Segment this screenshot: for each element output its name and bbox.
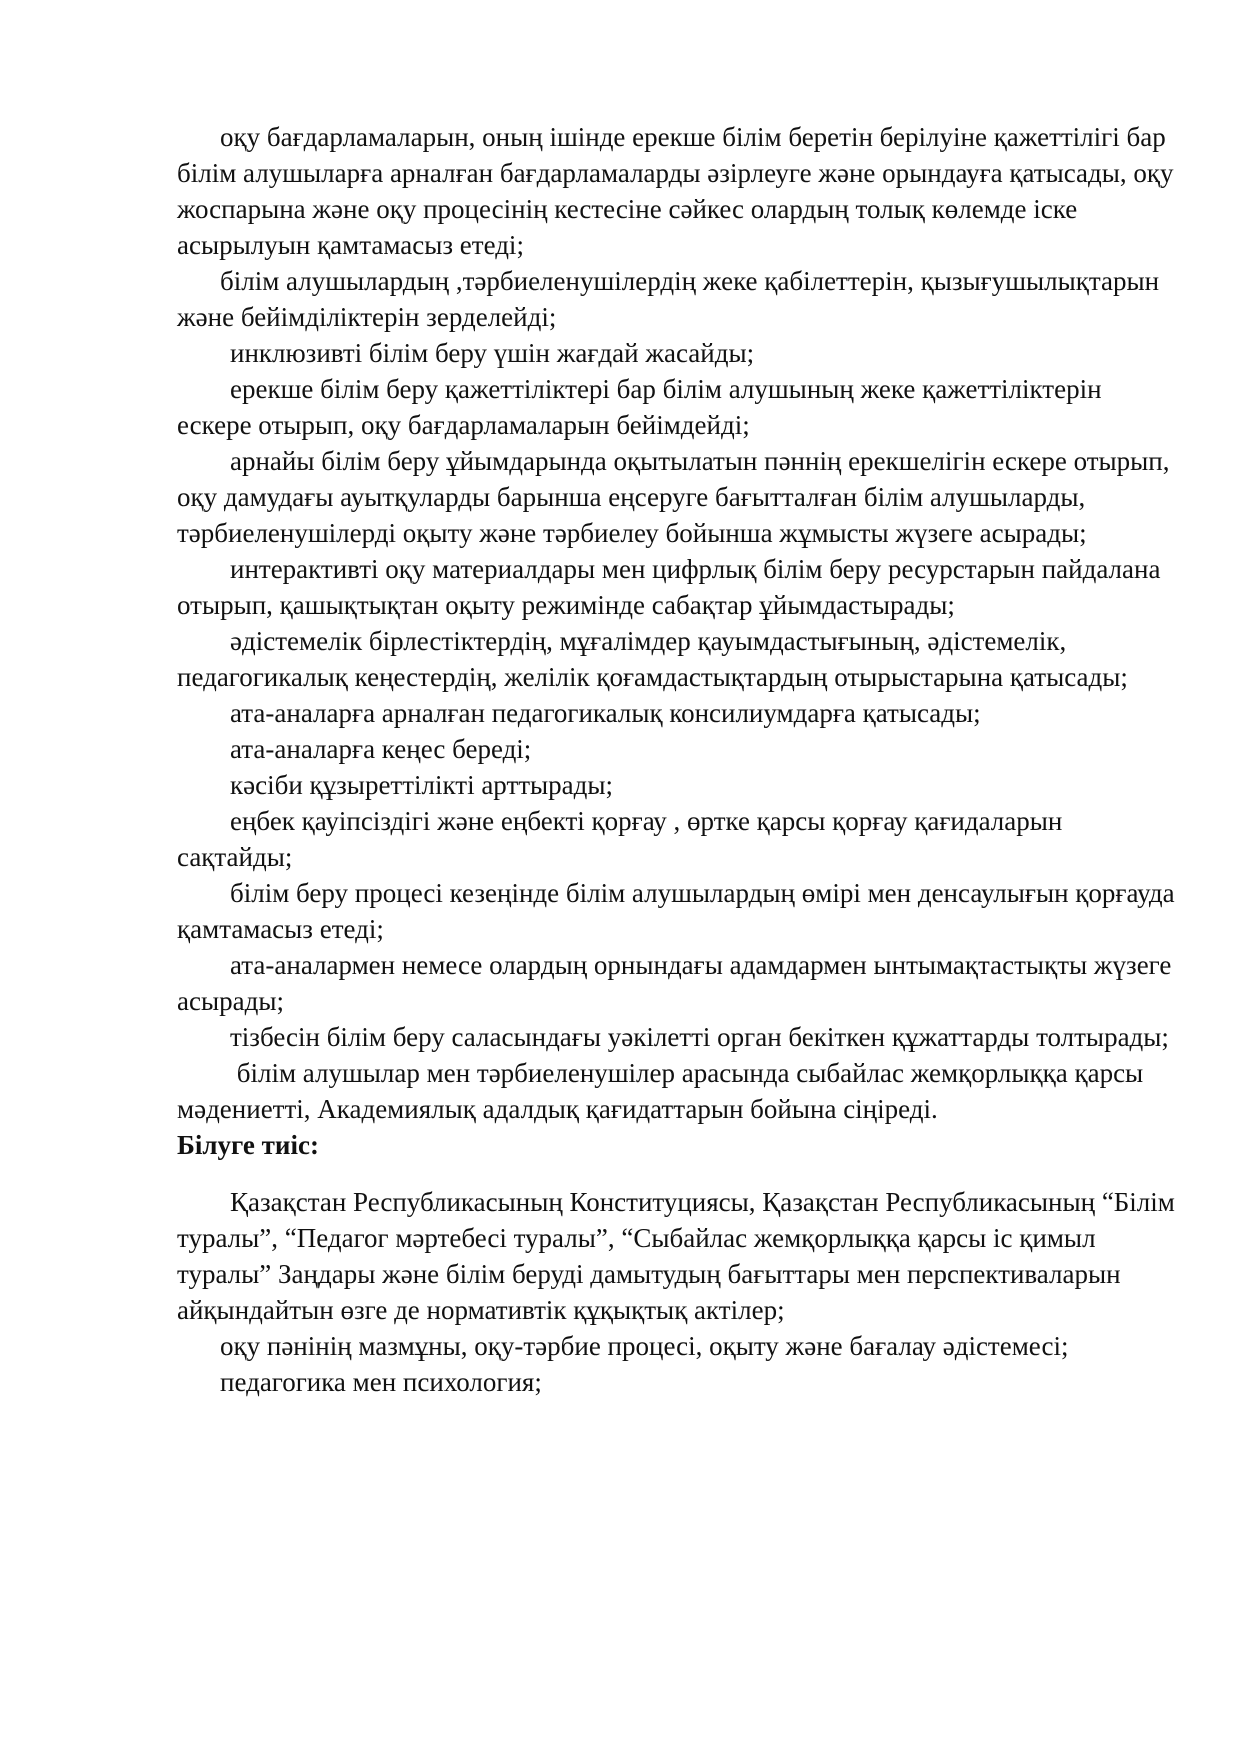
paragraph-distance: интерактивті оқу материалдары мен цифрлық білім беру ресурстарын пайдалана отырып, қашықтықтан оқыту режимінде сабақтар ұйымдастырады; (177, 554, 1161, 620)
paragraph-advice: ата-аналарға кеңес береді; (230, 734, 532, 764)
paragraph-abilities: білім алушылардың ,тәрбиеленушілердің жеке қабілеттерін, қызығушылықтарын және бейімділіктерін зерделейді; (177, 266, 1160, 332)
paragraph-parents: ата-аналармен немесе олардың орнындағы адамдармен ынтымақтастықты жүзеге асырады; (177, 950, 1172, 1016)
paragraph-anticorruption: білім алушылар мен тәрбиеленушілер арасында сыбайлас жемқорлыққа қарсы мәдениетті, Академиялық адалдық қағидаттарын бойына сіңіреді. (177, 1058, 1150, 1124)
paragraph-special-orgs: арнайы білім беру ұйымдарында оқытылатын пәннің ерекшелігін ескере отырып, оқу дамудағы ауытқуларды барынша еңсеруге бағытталған білім алушыларды, тәрбиеленушілерді оқыту және тәрбиелеу бойынша жұмысты жүзеге асырады; (177, 446, 1170, 548)
document-body (177, 119, 1177, 1400)
paragraph-methodical: әдістемелік бірлестіктердің, мұғалімдер қауымдастығының, әдістемелік, педагогикалық кеңестердің, желілік қоғамдастықтардың отырыстарына қатысады; (177, 626, 1128, 692)
knowledge-constitution: Қазақстан Республикасының Конституциясы, Қазақстан Республикасының “Білім туралы”, “Педагог мәртебесі туралы”, “Сыбайлас жемқорлыққа қарсы іс қимыл туралы” Заңдары және білім беруді дамытудың бағыттары мен перспективаларын айқындайтын өзге де нормативтік құқықтық актілер; (177, 1187, 1175, 1325)
paragraph-safety: еңбек қауіпсіздігі және еңбекті қорғау , өртке қарсы қорғау қағидаларын сақтайды; (177, 806, 1063, 872)
knowledge-pedagogy: педагогика мен психология; (220, 1367, 542, 1397)
paragraph-inclusive: инклюзивті білім беру үшін жағдай жасайды; (230, 338, 755, 368)
paragraph-health: білім беру процесі кезеңінде білім алушылардың өмірі мен денсаулығын қорғауда қамтамасыз етеді; (177, 878, 1175, 944)
paragraph-curriculum: оқу бағдарламаларын, оның ішінде ерекше білім беретін берілуіне қажеттілігі бар білім алушыларға арналған бағдарламаларды әзірлеуге және орындауға қатысады, оқу жоспарына және оқу процесінің кестесіне сәйкес олардың толық көлемде іске асырылуын қамтамасыз етеді; (177, 122, 1174, 260)
paragraph-competence: кәсіби құзыреттілікті арттырады; (230, 770, 614, 800)
paragraph-consilium: ата-аналарға арналған педагогикалық консилиумдарға қатысады; (230, 698, 981, 728)
knowledge-subject: оқу пәнінің мазмұны, оқу-тәрбие процесі, оқыту және бағалау әдістемесі; (220, 1331, 1069, 1361)
section-heading: Білуге тиіс: (177, 1130, 319, 1160)
paragraph-documents: тізбесін білім беру саласындағы уәкілетті орган бекіткен құжаттарды толтырады; (230, 1022, 1169, 1052)
paragraph-adapt: ерекше білім беру қажеттіліктері бар білім алушының жеке қажеттіліктерін ескере отырып, оқу бағдарламаларын бейімдейді; (177, 374, 1102, 440)
